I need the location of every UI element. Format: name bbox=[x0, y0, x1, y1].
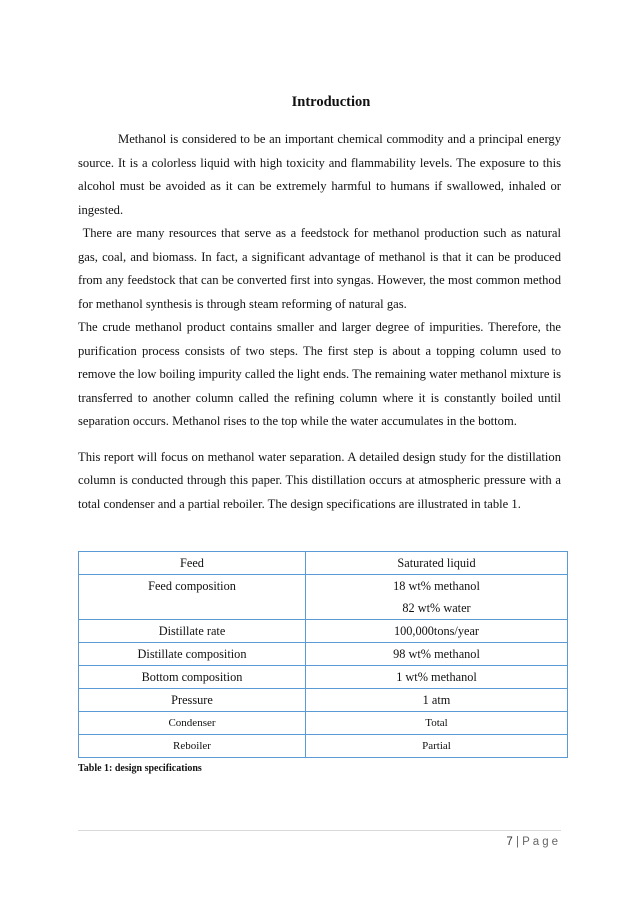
table-cell-value: Partial bbox=[306, 735, 568, 758]
table-cell-value: 100,000tons/year bbox=[306, 620, 568, 643]
footer-divider bbox=[78, 830, 561, 831]
footer-separator: | bbox=[515, 836, 519, 848]
paragraph-1: Methanol is considered to be an important chemical commodity and a principal energy source. It is a colorless liquid with high toxicity and flammability levels. The exposure to this alcohol must be avoided as it can be extremely harmful to humans if swallowed, inhaled or ingested. bbox=[78, 132, 561, 217]
table-cell-value bbox=[306, 575, 568, 620]
table-caption: Table 1: design specifications bbox=[78, 763, 202, 774]
table-cell-value-line1: 18 wt% methanol bbox=[393, 579, 480, 593]
table-cell-label: Pressure bbox=[79, 689, 306, 712]
table-cell-value: 98 wt% methanol bbox=[306, 643, 568, 666]
table-cell-value: 1 atm bbox=[306, 689, 568, 712]
page-label: Page bbox=[522, 836, 561, 848]
table-cell-value: 1 wt% methanol bbox=[306, 666, 568, 689]
table-row bbox=[79, 620, 568, 643]
table-cell-label: Distillate rate bbox=[79, 620, 306, 643]
table-cell-value: Saturated liquid bbox=[306, 552, 568, 575]
table-row bbox=[79, 735, 568, 758]
table-cell-label: Condenser bbox=[79, 712, 306, 735]
table-row bbox=[79, 575, 568, 620]
table-cell-label: Feed composition bbox=[79, 575, 306, 620]
table-cell-value: Total bbox=[306, 712, 568, 735]
paragraph-4: This report will focus on methanol water separation. A detailed design study for the distillation column is conducted through this paper. This distillation occurs at atmospheric pressure with a total condenser and a partial reboiler. The design specifications are illustrated in table 1. bbox=[78, 449, 561, 511]
paragraph-2: There are many resources that serve as a feedstock for methanol production such as natural gas, coal, and biomass. In fact, a significant advantage of methanol is that it can be produced from any feedstock that can be converted first into syngas. However, the most common method for methanol synthesis is through steam reforming of natural gas. bbox=[78, 226, 565, 311]
table-row bbox=[79, 712, 568, 735]
table-row bbox=[79, 552, 568, 575]
table-row bbox=[79, 666, 568, 689]
table-cell-label: Feed bbox=[79, 552, 306, 575]
table-cell-label: Distillate composition bbox=[79, 643, 306, 666]
page-footer bbox=[506, 836, 561, 848]
design-specifications-table bbox=[78, 551, 568, 758]
page-number: 7 bbox=[506, 836, 513, 848]
paragraph-3: The crude methanol product contains smaller and larger degree of impurities. Therefore, the purification process consists of two steps. The first step is about a topping column used to remove the low boiling impurity called the light ends. The remaining water methanol mixture is transferred to another column called the refining column where it is constantly boiled until separation occurs. Methanol rises to the top while the water accumulates in the bottom. bbox=[78, 320, 561, 428]
table-cell-value-line2: 82 wt% water bbox=[402, 601, 471, 615]
table-row bbox=[79, 689, 568, 712]
table-cell-label: Bottom composition bbox=[79, 666, 306, 689]
table-cell-label: Reboiler bbox=[79, 735, 306, 758]
body-text bbox=[78, 128, 565, 516]
section-title: Introduction bbox=[291, 94, 371, 110]
table-row bbox=[79, 643, 568, 666]
